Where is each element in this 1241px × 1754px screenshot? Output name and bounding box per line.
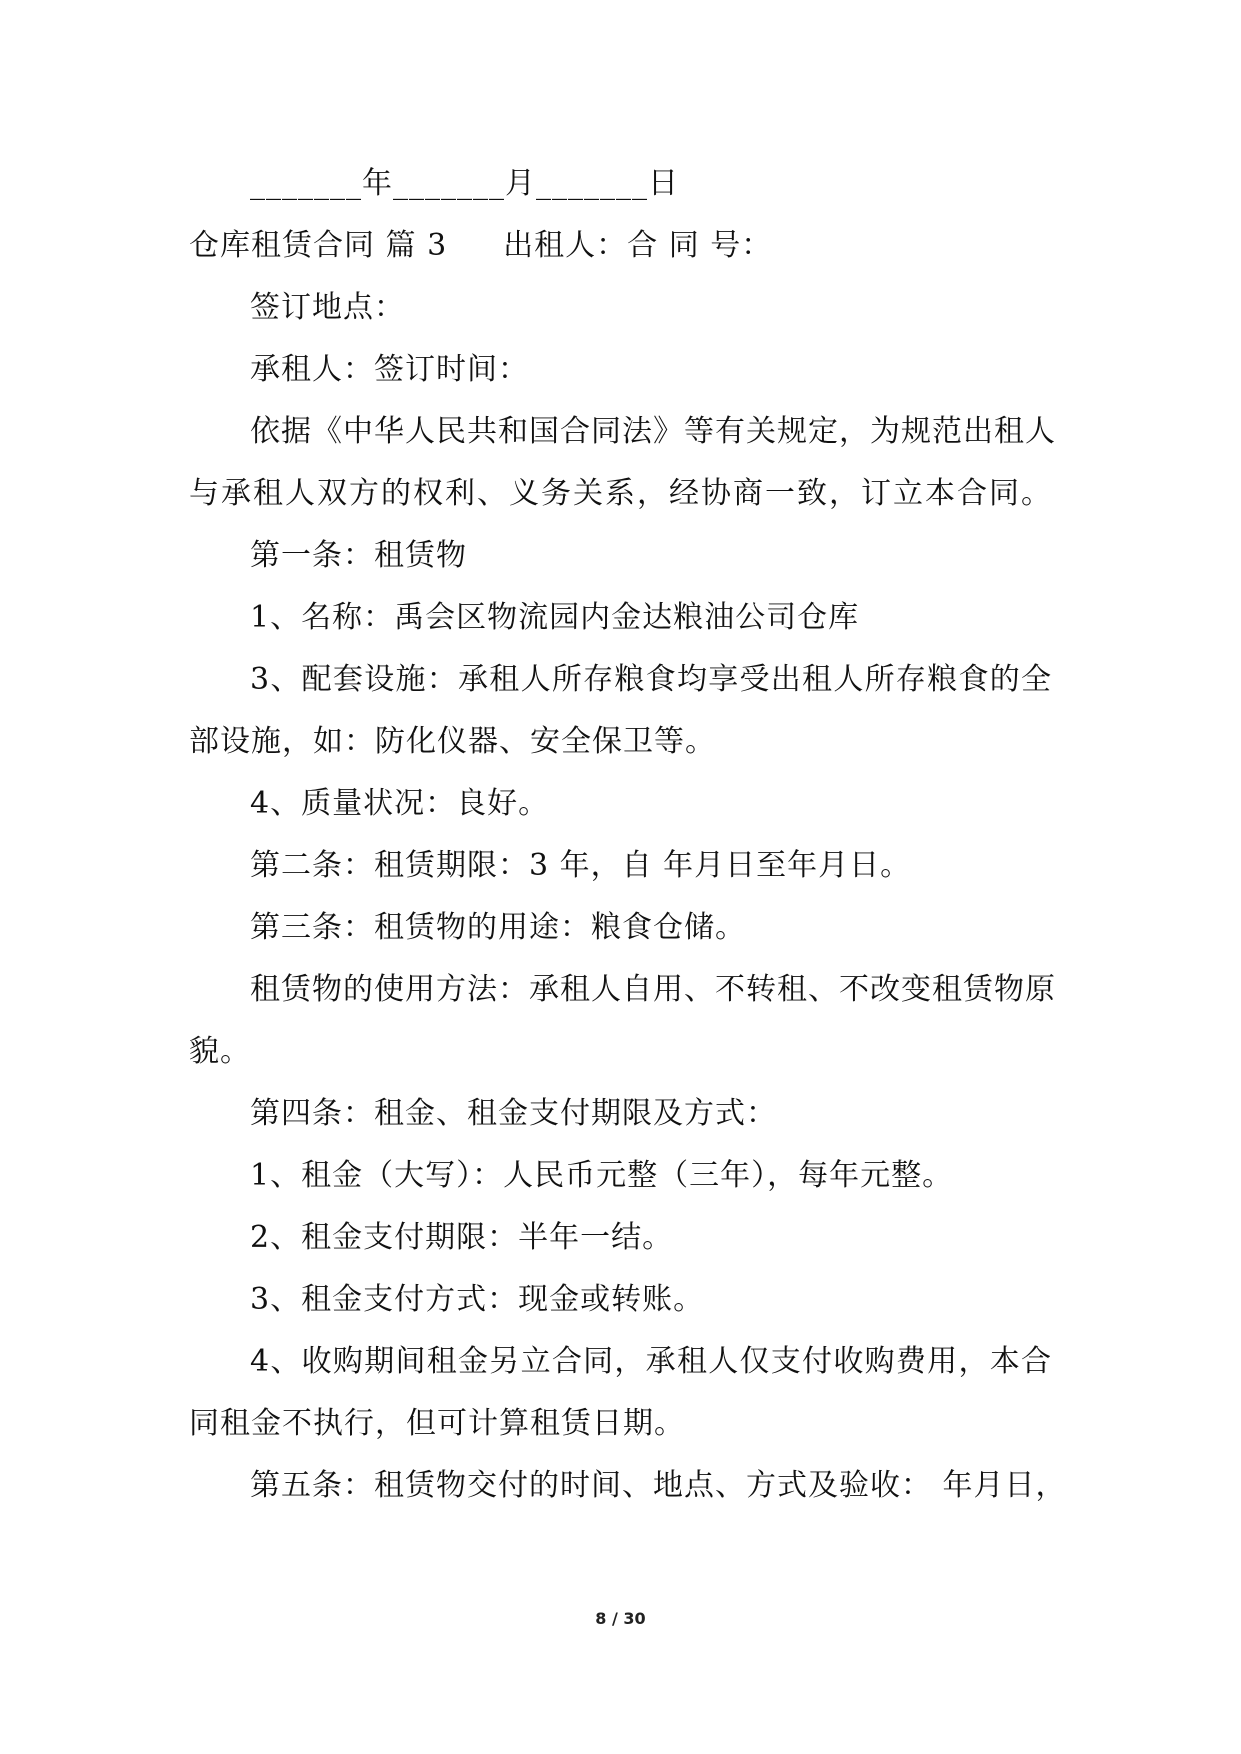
article-5-line-1: 第五条：租赁物交付的时间、地点、方式及验收： 年月日， — [250, 1468, 1067, 1503]
usage-method-line-2: 貌。 — [189, 1034, 251, 1069]
article-1-item-1: 1、名称：禹会区物流园内金达粮油公司仓库 — [250, 600, 860, 635]
date-blank-line: _______年_______月_______日 — [250, 166, 679, 201]
preamble-line-2: 与承租人双方的权利、义务关系，经协商一致，订立本合同。 — [189, 476, 1052, 511]
article-4-item-4-line-1: 4、收购期间租金另立合同，承租人仅支付收购费用，本合 — [250, 1344, 1052, 1379]
article-1-item-3-line-1: 3、配套设施：承租人所存粮食均享受出租人所存粮食的全 — [250, 662, 1052, 697]
article-2: 第二条：租赁期限：3 年，自 年月日至年月日。 — [250, 848, 912, 883]
page-number: 8 / 30 — [595, 1609, 646, 1628]
contract-title: 仓库租赁合同 篇 3 — [189, 228, 448, 263]
usage-method-line-1: 租赁物的使用方法：承租人自用、不转租、不改变租赁物原 — [250, 972, 1056, 1007]
article-4-item-2: 2、租金支付期限：半年一结。 — [250, 1220, 674, 1255]
article-1-item-3-line-2: 部设施，如：防化仪器、安全保卫等。 — [189, 724, 716, 759]
article-4-item-1: 1、租金（大写）：人民币元整（三年），每年元整。 — [250, 1158, 954, 1193]
heading-line — [189, 228, 772, 264]
lessor-contract-number: 出租人：合 同 号： — [503, 228, 773, 263]
article-4-item-3: 3、租金支付方式：现金或转账。 — [250, 1282, 705, 1317]
preamble-line-1: 依据《中华人民共和国合同法》等有关规定，为规范出租人 — [250, 414, 1056, 449]
lessee-signing-time: 承租人：签订时间： — [250, 352, 529, 387]
article-3: 第三条：租赁物的用途：粮食仓储。 — [250, 910, 746, 945]
article-1-item-4: 4、质量状况：良好。 — [250, 786, 550, 821]
article-4-item-4-line-2: 同租金不执行，但可计算租赁日期。 — [189, 1406, 685, 1441]
article-1-heading: 第一条：租赁物 — [250, 538, 467, 573]
signing-place: 签订地点： — [250, 290, 405, 325]
article-4-heading: 第四条：租金、租金支付期限及方式： — [250, 1096, 777, 1131]
